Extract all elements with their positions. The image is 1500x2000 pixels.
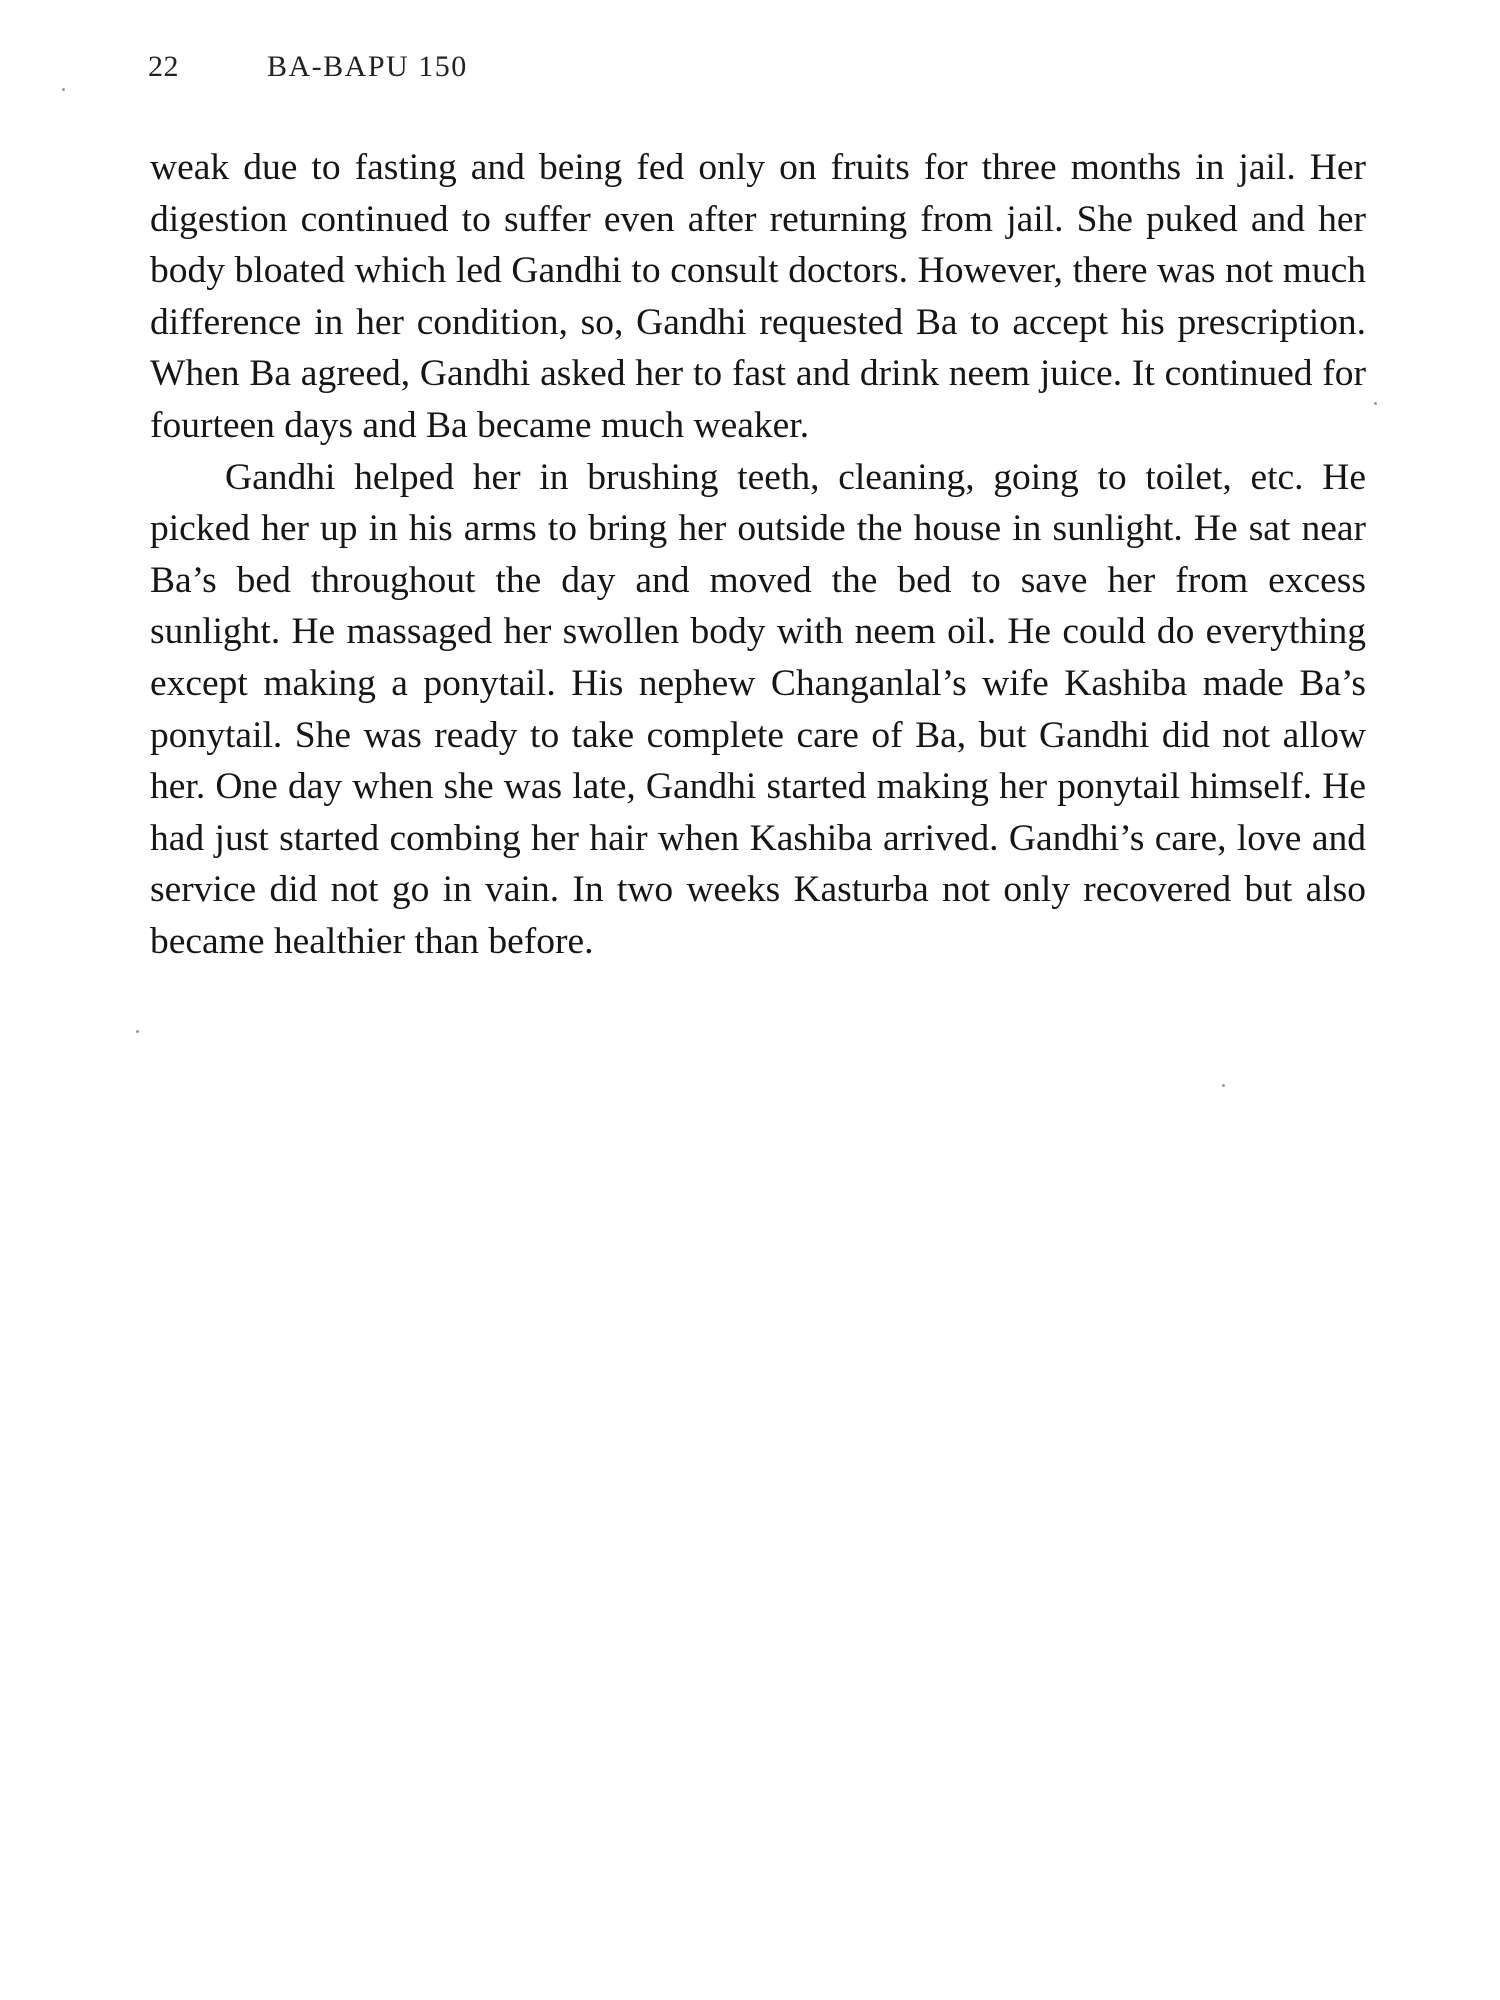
scan-speck (62, 88, 65, 91)
paragraph-gandhi-care: Gandhi helped her in brushing teeth, cleaning, going to toilet, etc. He picked her up in his arms to bring her outside the house in sunlight. He sat near Ba’s bed throughout the day and moved the bed to save her from excess sunlight. He massaged her swollen body with neem oil. He could do everything except making a ponytail. His nephew Changanlal’s wife Kashiba made Ba’s ponytail. She was ready to take complete care of Ba, but Gandhi did not allow her. One day when she was late, Gandhi started making her ponytail himself. He had just started combing her hair when Kashiba arrived. Gandhi’s care, love and service did not go in vain. In two weeks Kasturba not only recovered but also became healthier than before. (150, 456, 1366, 962)
book-title: BA-BAPU 150 (267, 50, 468, 83)
scan-speck (1374, 402, 1377, 405)
paragraph-continued: weak due to fasting and being fed only on fruits for three months in jail. Her digestion continued to suffer even after returning from jail. She puked and her body bloated which led Gandhi to consult doctors. However, there was not much difference in her condition, so, Gandhi requested Ba to accept his prescription. When Ba agreed, Gandhi asked her to fast and drink neem juice. It continued for fourteen days and Ba became much weaker. (150, 147, 1366, 446)
running-header (148, 50, 468, 94)
body-text (150, 142, 1366, 968)
scan-speck (1222, 1084, 1225, 1087)
scan-speck (136, 1030, 139, 1033)
page-number: 22 (148, 50, 179, 83)
